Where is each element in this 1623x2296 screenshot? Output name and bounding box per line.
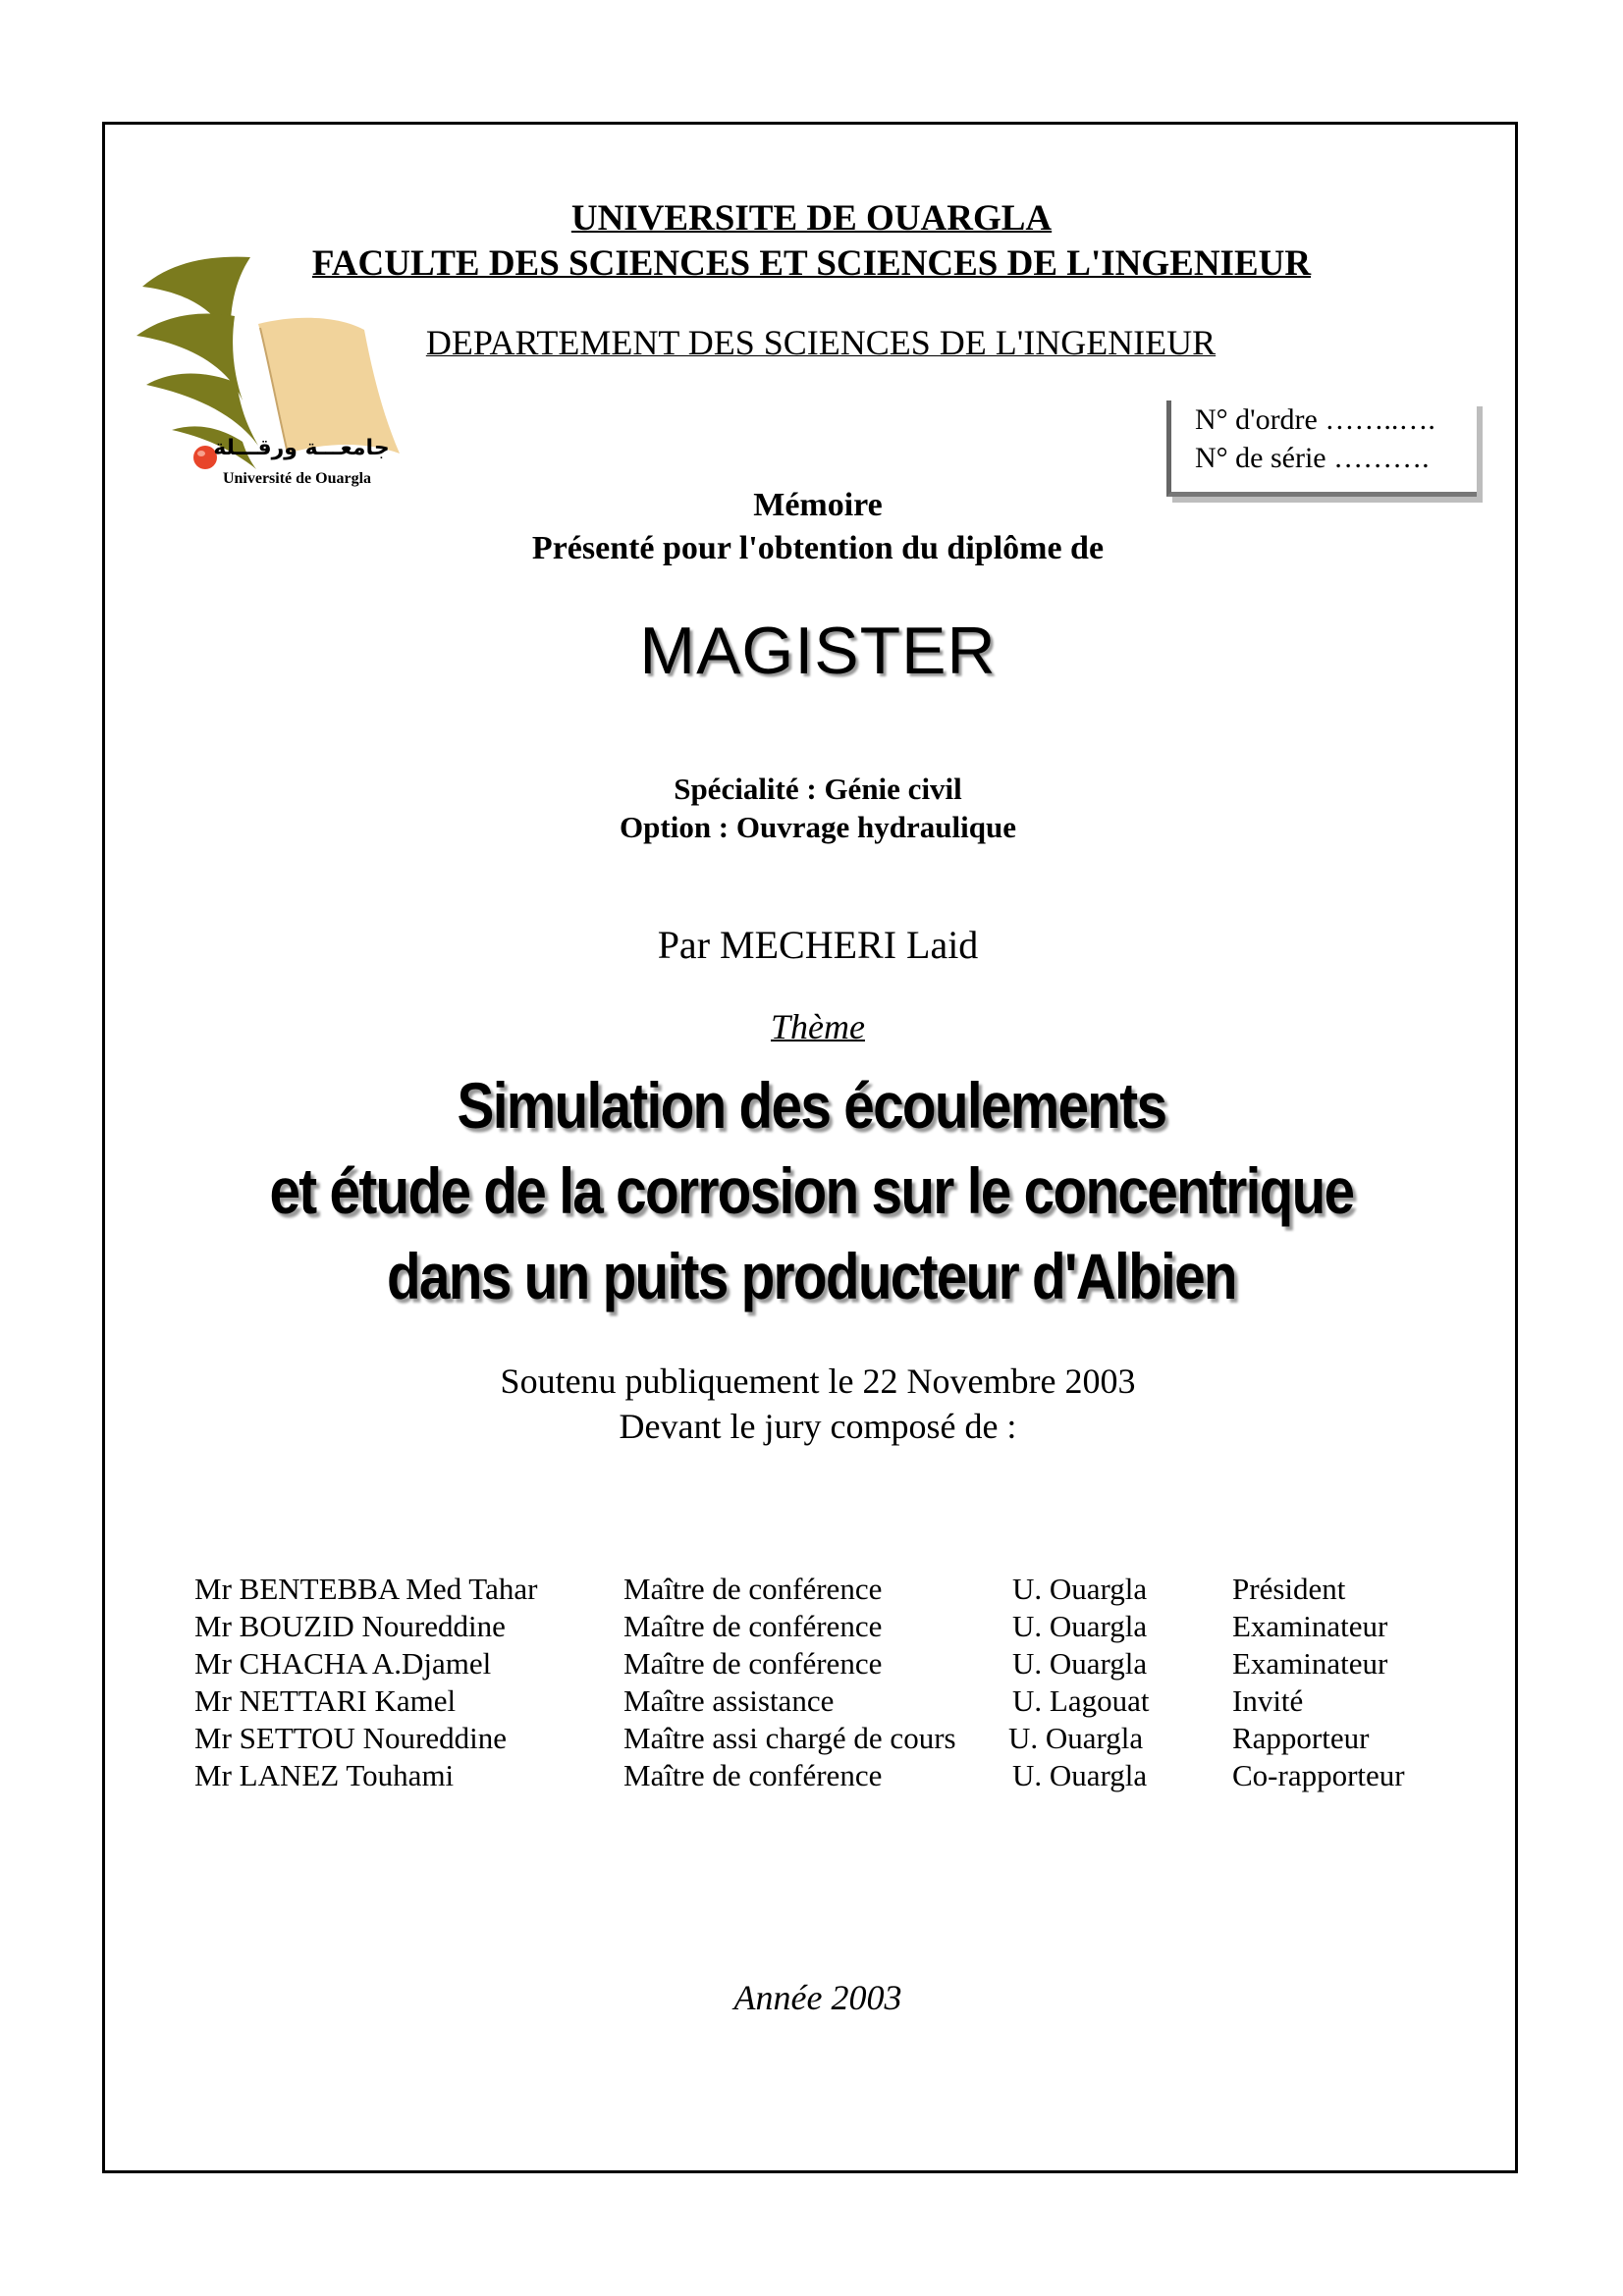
jury-row <box>194 1571 1471 1608</box>
order-number: N° d'ordre ……..…. <box>1195 403 1435 436</box>
university-logo-icon <box>133 253 403 504</box>
faculty-name: FACULTE DES SCIENCES ET SCIENCES DE L'INGENIEUR <box>311 243 1312 284</box>
jury-row <box>194 1608 1471 1645</box>
jury-name: Mr SETTOU Noureddine <box>194 1721 507 1755</box>
serial-number: N° de série ………. <box>1195 442 1430 474</box>
jury-rank: Maître de conférence <box>623 1609 883 1643</box>
jury-row <box>194 1720 1471 1757</box>
jury-rank: Maître de conférence <box>623 1646 883 1681</box>
jury-university: U. Ouargla <box>1008 1721 1144 1755</box>
jury-row <box>194 1757 1471 1794</box>
university-name: UNIVERSITE DE OUARGLA <box>570 198 1053 239</box>
logo-arabic-text: جامعـــة ورقـــلة <box>213 436 390 460</box>
department-name: DEPARTEMENT DES SCIENCES DE L'INGENIEUR <box>425 323 1217 362</box>
specialty-block <box>157 770 1479 846</box>
jury-university: U. Ouargla <box>1012 1646 1148 1681</box>
department-heading <box>232 320 1410 365</box>
year-line: Année 2003 <box>733 1978 902 2017</box>
jury-name: Mr LANEZ Touhami <box>194 1758 455 1792</box>
defense-info <box>157 1359 1479 1449</box>
book-mark <box>258 318 400 454</box>
jury-role: Rapporteur <box>1232 1721 1370 1755</box>
specialty-line: Spécialité : Génie civil <box>674 772 962 806</box>
degree-title: MAGISTER <box>639 614 997 688</box>
jury-role: Invité <box>1232 1683 1304 1718</box>
jury-name: Mr BOUZID Noureddine <box>194 1609 506 1643</box>
jury-row <box>194 1682 1471 1720</box>
jury-name: Mr NETTARI Kamel <box>194 1683 457 1718</box>
title-line: Simulation des écoulements <box>457 1069 1166 1142</box>
order-number-box <box>1166 400 1477 497</box>
theme-heading <box>157 1005 1479 1048</box>
jury-university: U. Ouargla <box>1012 1758 1148 1792</box>
memoire-label: Mémoire <box>753 487 883 523</box>
defense-date: Soutenu publiquement le 22 Novembre 2003 <box>500 1362 1136 1401</box>
jury-role: Examinateur <box>1232 1609 1388 1643</box>
jury-rank: Maître assistance <box>623 1683 835 1718</box>
option-line: Option : Ouvrage hydraulique <box>620 810 1016 844</box>
jury-intro: Devant le jury composé de : <box>619 1407 1017 1446</box>
jury-rank: Maître de conférence <box>623 1758 883 1792</box>
jury-university: U. Ouargla <box>1012 1572 1148 1606</box>
thesis-title <box>114 1063 1510 1319</box>
diploma-line: Présenté pour l'obtention du diplôme de <box>531 530 1105 566</box>
memoire-heading <box>157 484 1479 570</box>
university-logo <box>133 253 403 504</box>
jury-table <box>194 1571 1471 1794</box>
jury-university: U. Ouargla <box>1012 1609 1148 1643</box>
theme-label: Thème <box>771 1007 865 1046</box>
author-name: Par MECHERI Laid <box>657 923 979 967</box>
jury-role: Co-rapporteur <box>1232 1758 1405 1792</box>
title-line: et étude de la corrosion sur le concentrique <box>269 1154 1354 1227</box>
title-line: dans un puits producteur d'Albien <box>386 1240 1236 1312</box>
jury-role: Président <box>1232 1572 1346 1606</box>
jury-role: Examinateur <box>1232 1646 1388 1681</box>
jury-name: Mr CHACHA A.Djamel <box>194 1646 492 1681</box>
jury-name: Mr BENTEBBA Med Tahar <box>194 1572 538 1606</box>
jury-rank: Maître de conférence <box>623 1572 883 1606</box>
jury-university: U. Lagouat <box>1012 1683 1150 1718</box>
jury-rank: Maître assi chargé de cours <box>623 1721 956 1755</box>
logo-caption: Université de Ouargla <box>222 470 372 487</box>
jury-row <box>194 1645 1471 1682</box>
